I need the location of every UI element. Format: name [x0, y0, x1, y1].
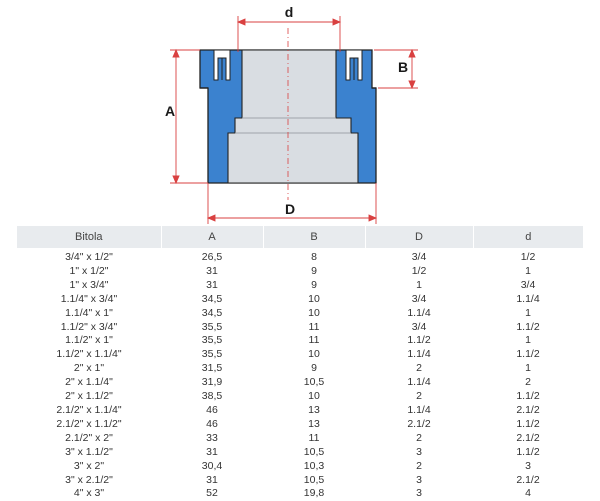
cell-bitola: 2" x 1" [73, 362, 105, 375]
cell-d: 1.1/4 [516, 292, 540, 305]
cell-D: 2 [416, 459, 422, 472]
cell-D: 3 [416, 473, 422, 486]
cell-bitola: 2.1/2" x 2" [65, 431, 113, 444]
table-body [17, 248, 583, 501]
cell-D: 1.1/4 [407, 376, 431, 389]
cell-b: 8 [311, 251, 317, 263]
cell-bitola: 1" x 1/2" [69, 264, 109, 277]
cell-D: 1.1/4 [407, 306, 431, 319]
cell-a: 46 [206, 417, 218, 430]
cell-d: 1 [525, 334, 531, 347]
cell-b: 11 [308, 320, 320, 333]
cell-bitola: 1.1/2" x 1.1/4" [56, 348, 122, 361]
cell-bitola: 2.1/2" x 1.1/4" [56, 403, 122, 416]
cell-bitola: 1.1/2" x 1" [65, 334, 113, 347]
cell-d: 2 [525, 376, 531, 389]
cell-bitola: 1.1/2" x 3/4" [60, 320, 118, 333]
table-row [17, 474, 583, 488]
table-row [17, 418, 583, 432]
cell-bitola: 1.1/4" x 3/4" [60, 292, 118, 305]
table-row [17, 334, 583, 348]
dimension-d [238, 16, 340, 52]
cell-a: 31 [206, 445, 218, 458]
table-row [17, 404, 583, 418]
label-D: D [284, 201, 296, 217]
cell-d: 3/4 [520, 278, 536, 291]
cell-a: 34,5 [201, 306, 223, 319]
label-d: d [284, 4, 294, 20]
column-header-d: d [473, 226, 583, 248]
cell-D: 3 [416, 445, 422, 458]
cell-a: 30,4 [201, 459, 223, 472]
cell-d: 1.1/2 [516, 390, 540, 403]
cell-d: 3 [525, 459, 531, 472]
table-row [17, 279, 583, 293]
dimension-b [374, 50, 418, 88]
cell-bitola: 2" x 1.1/4" [65, 376, 113, 389]
cell-D: 1.1/2 [407, 334, 431, 347]
cell-bitola: 1.1/4" x 1" [65, 306, 113, 319]
cell-d: 4 [525, 487, 531, 500]
cell-D: 3/4 [411, 251, 427, 263]
cell-b: 10 [308, 306, 320, 319]
cell-a: 31,5 [201, 362, 223, 375]
cell-b: 10 [308, 292, 320, 305]
table-row [17, 265, 583, 279]
cell-d: 1 [525, 306, 531, 319]
cell-a: 31 [206, 264, 218, 277]
column-header-a: A [161, 226, 263, 248]
cell-b: 10,5 [303, 376, 325, 389]
column-header-bitola: Bitola [17, 226, 161, 248]
column-header-D: D [365, 226, 473, 248]
cell-b: 19,8 [303, 487, 325, 500]
cell-a: 31 [206, 473, 218, 486]
cell-bitola: 3" x 2.1/2" [65, 473, 113, 486]
cell-b: 11 [308, 431, 320, 444]
cell-D: 2 [416, 390, 422, 403]
cell-D: 2 [416, 362, 422, 375]
cell-d: 2.1/2 [516, 473, 540, 486]
cell-b: 10,5 [303, 445, 325, 458]
cell-bitola: 3" x 1.1/2" [65, 445, 113, 458]
cell-a: 26,5 [201, 251, 223, 263]
cell-d: 1/2 [520, 251, 536, 263]
cell-a: 52 [206, 487, 218, 500]
cell-a: 38,5 [201, 390, 223, 403]
cell-a: 35,5 [201, 320, 223, 333]
cell-a: 46 [206, 403, 218, 416]
table-row [17, 390, 583, 404]
cell-a: 31,9 [201, 376, 223, 389]
cell-b: 9 [311, 362, 317, 375]
cell-d: 1.1/2 [516, 445, 540, 458]
table-header-row [17, 226, 583, 248]
cell-D: 2.1/2 [407, 417, 431, 430]
cell-d: 1.1/2 [516, 417, 540, 430]
cell-b: 13 [308, 417, 320, 430]
column-header-b: B [263, 226, 365, 248]
table-row [17, 248, 583, 265]
specification-table [17, 226, 583, 501]
table-row [17, 293, 583, 307]
cell-b: 10,3 [303, 459, 325, 472]
cell-d: 1.1/2 [516, 320, 540, 333]
cell-a: 35,5 [201, 348, 223, 361]
table-row [17, 446, 583, 460]
table-row [17, 307, 583, 321]
cell-b: 10 [308, 348, 320, 361]
cell-D: 1.1/4 [407, 403, 431, 416]
cell-bitola: 3/4" x 1/2" [65, 251, 113, 263]
cell-d: 1 [525, 362, 531, 375]
cell-a: 31 [206, 278, 218, 291]
cell-bitola: 2" x 1.1/2" [65, 390, 113, 403]
cell-a: 33 [206, 431, 218, 444]
table-row [17, 460, 583, 474]
cell-D: 1.1/4 [407, 348, 431, 361]
cell-a: 34,5 [201, 292, 223, 305]
cell-bitola: 3" x 2" [73, 459, 105, 472]
table-row [17, 376, 583, 390]
cell-bitola: 1" x 3/4" [69, 278, 109, 291]
cell-d: 1.1/2 [516, 348, 540, 361]
cell-bitola: 2.1/2" x 1.1/2" [56, 417, 122, 430]
cell-b: 9 [311, 278, 317, 291]
cell-b: 13 [308, 403, 320, 416]
table-row [17, 348, 583, 362]
fitting-technical-drawing [0, 0, 600, 226]
cell-D: 3 [416, 487, 422, 500]
cell-D: 1 [416, 278, 422, 291]
cell-d: 2.1/2 [516, 403, 540, 416]
cell-a: 35,5 [201, 334, 223, 347]
cell-bitola: 4" x 3" [73, 487, 105, 500]
cell-b: 9 [311, 264, 317, 277]
cell-d: 2.1/2 [516, 431, 540, 444]
cell-D: 3/4 [411, 320, 427, 333]
label-B: B [397, 59, 409, 75]
cell-b: 10 [308, 390, 320, 403]
cell-D: 1/2 [411, 264, 427, 277]
table-row [17, 487, 583, 501]
table-row [17, 432, 583, 446]
cell-D: 2 [416, 431, 422, 444]
cell-b: 11 [308, 334, 320, 347]
cell-D: 3/4 [411, 292, 427, 305]
cell-b: 10,5 [303, 473, 325, 486]
label-A: A [164, 103, 176, 119]
table-row [17, 321, 583, 335]
table-row [17, 362, 583, 376]
cell-d: 1 [525, 264, 531, 277]
